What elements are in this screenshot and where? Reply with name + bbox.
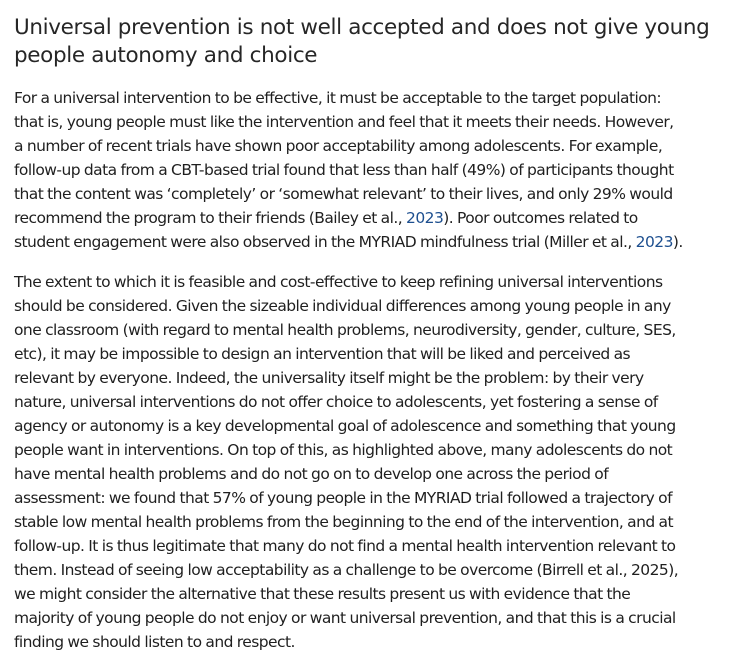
paragraph-acceptability <box>14 86 714 254</box>
paragraph-line: follow-up. It is thus legitimate that many do not find a mental health intervention relevant to <box>14 537 676 555</box>
paragraph-line: that is, young people must like the intervention and feel that it meets their needs. However, <box>14 113 674 131</box>
paragraph-line: should be considered. Given the sizeable individual differences among young people in any <box>14 297 671 315</box>
paragraph-line: relevant by everyone. Indeed, the universality itself might be the problem: by their very <box>14 369 644 387</box>
paragraph-line: For a universal intervention to be effective, it must be acceptable to the target population: <box>14 89 662 107</box>
text-segment: ). Poor outcomes related to <box>443 209 638 227</box>
section-heading-line: people autonomy and choice <box>14 43 318 68</box>
text-segment: ). <box>672 233 683 251</box>
citation-link-miller-2023[interactable]: 2023 <box>635 233 673 251</box>
paragraph-line: agency or autonomy is a key developmental goal of adolescence and something that young <box>14 417 676 435</box>
section-heading <box>14 14 714 70</box>
paragraph-line: finding we should listen to and respect. <box>14 633 295 651</box>
paragraph-line: follow-up data from a CBT-based trial found that less than half (49%) of participants thought <box>14 161 674 179</box>
paragraph-line: people want in interventions. On top of this, as highlighted above, many adolescents do not <box>14 441 673 459</box>
paragraph-line: etc), it may be impossible to design an intervention that will be liked and perceived as <box>14 345 631 363</box>
paragraph-line: majority of young people do not enjoy or want universal prevention, and that this is a crucial <box>14 609 676 627</box>
text-segment: recommend the program to their friends (Bailey et al., <box>14 209 407 227</box>
paragraph-line: nature, universal interventions do not offer choice to adolescents, yet fostering a sense of <box>14 393 658 411</box>
text-segment: student engagement were also observed in the MYRIAD mindfulness trial (Miller et al., <box>14 233 636 251</box>
paragraph-line: assessment: we found that 57% of young people in the MYRIAD trial followed a trajectory of <box>14 489 672 507</box>
paragraph-line: The extent to which it is feasible and cost-effective to keep refining universal interventions <box>14 273 663 291</box>
paragraph-line: a number of recent trials have shown poor acceptability among adolescents. For example, <box>14 137 663 155</box>
paragraph-line: one classroom (with regard to mental health problems, neurodiversity, gender, culture, SES, <box>14 321 676 339</box>
paragraph-line: that the content was ‘completely’ or ‘somewhat relevant’ to their lives, and only 29% would <box>14 185 673 203</box>
paragraph-line <box>14 230 714 254</box>
citation-link-bailey-2023[interactable]: 2023 <box>406 209 444 227</box>
section-heading-line: Universal prevention is not well accepted and does not give young <box>14 15 710 40</box>
paragraph-feasibility <box>14 270 714 654</box>
paragraph-line <box>14 206 714 230</box>
paragraph-line: them. Instead of seeing low acceptability as a challenge to be overcome (Birrell et al., 2025), <box>14 561 679 579</box>
paragraph-line: stable low mental health problems from the beginning to the end of the intervention, and at <box>14 513 673 531</box>
paragraph-line: we might consider the alternative that these results present us with evidence that the <box>14 585 631 603</box>
paragraph-line: have mental health problems and do not go on to develop one across the period of <box>14 465 609 483</box>
